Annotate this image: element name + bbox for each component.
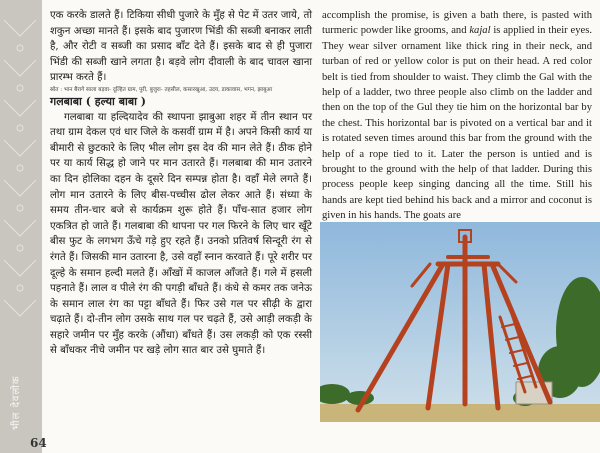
vertical-section-label: भील देवलोक (11, 375, 22, 430)
page-number: 64 (30, 436, 47, 450)
section-title: गलबाबा ( हल्या बाबा ) (50, 94, 146, 108)
paragraph-galbaba: गलबाबा या हल्दियादेव की स्थापना झाबुआ शहर में तीन स्थान पर तथा ग्राम देकल एवं धार जिले के कसवीं ग्राम में है। अपने किसी कार्य या बीमारी से छुटकारे के लिए भील लोग इस देव की मान लेते हैं। ठीक होने पर या कार्य सिद्ध हो जाने पर मान उतारते हैं। गलबाबा की मान उतारने का दिन होलिका दहन के दूसरे दिन सम्पन्न होता है। वहाँ मेले लगते हैं। लोग मान उतारने के लिए बीस-पच्चीस ढोल लेकर आते हैं। संध्या के समय तीन-चार बजे से कार्यक्रम शुरू होते हैं। पाँच-सात हजार लोग एकत्रित हो जाते हैं। गलबाबा की थापना पर गल फिरने के लिए चार खूँटे बीस फुट के लगभग ऊँचे गड़े हुए रहते हैं। उनको प्रतिवर्ष सिन्दूरी रंग से रंगते हैं। जिसकी मान उतारना है, उसे वहाँ स्नान करवाते हैं। पूरे शरीर पर दूल्हे के समान हल्दी मलते हैं। आँखों में काजल आँजते हैं। गले में हसली पहनाते हैं। लाल व पीले रंग की पगड़ी बाँधते हैं। कंधे से कमर तक जनेऊ के समान लाल रंग का पट्टा बाँधते हैं। फिर उसे गल पर सीढ़ी के द्वारा चढ़ाते हैं। दो-तीन लोग उसके साथ गल पर चढ़ते हैं, उसे आड़ी लकड़ी के सहारे जमीन पर मुँह करके (औंधा) बाँधते हैं। उस लकड़ी को एक रस्सी से बाँधकर नीचे जमीन पर खड़े लोग सात बार उसे घुमाते हैं। (50, 111, 312, 357)
left-column (50, 8, 312, 359)
decorative-margin-strip (0, 0, 42, 453)
paragraph-continued: एक करके डालते हैं। टिकिया सीधी पुजारे के मुँह से पेट में उतर जाये, तो शकुन अच्छा मानते हैं। इसके बाद पुजारण भिंडी की सब्जी बनाकर लाती है, और रोटी व सब्जी का प्रसाद बाँट देते हैं। इसके बाद से ही पुजारा भिंडी की सब्जी खाने लगता है। बड़वे लोग दीवाली के बाद चावल खाना प्रारम्भ करते हैं। (50, 10, 312, 84)
english-text-part2: is applied in their eyes. They wear silver ornament like thick ring in their neck, and turban of red or yellow color is put on their head. A red color belt is tied from shoulder to waist. They climb the Gal with the help of a ladder, two three people also climb on the ladder and then on the top of the Gul they tie him on the horizontal bar by the chest. This horizontal bar is pivoted on a vertical bar and it is rotated seven times around this bar from the ground with the help of a rope tied to it. Later the person is untied and is brought to the ground with the help of that ladder. During this process people keep singing dancing all the time. Still his hands are kept tied behind his back and a mirror and coconut is given in his hands. The goats are (322, 25, 592, 222)
english-text-part1: accomplish the promise, is given a bath there, is pasted with turmeric powder like grooms, and (322, 10, 592, 37)
galbaba-structure-photo (320, 222, 600, 422)
source-note: स्रोत : भान बैरागे साला बड़वा- दूल्हित ग्राम, पुरी, बुजुरा- तहसील, कसारखुआ, उदय, डाकावास, भगन, झाबुआ (50, 86, 273, 93)
right-column (322, 8, 592, 224)
photo-illustration (320, 222, 600, 422)
english-paragraph (322, 8, 592, 224)
kajal-word: kajal (469, 25, 491, 37)
